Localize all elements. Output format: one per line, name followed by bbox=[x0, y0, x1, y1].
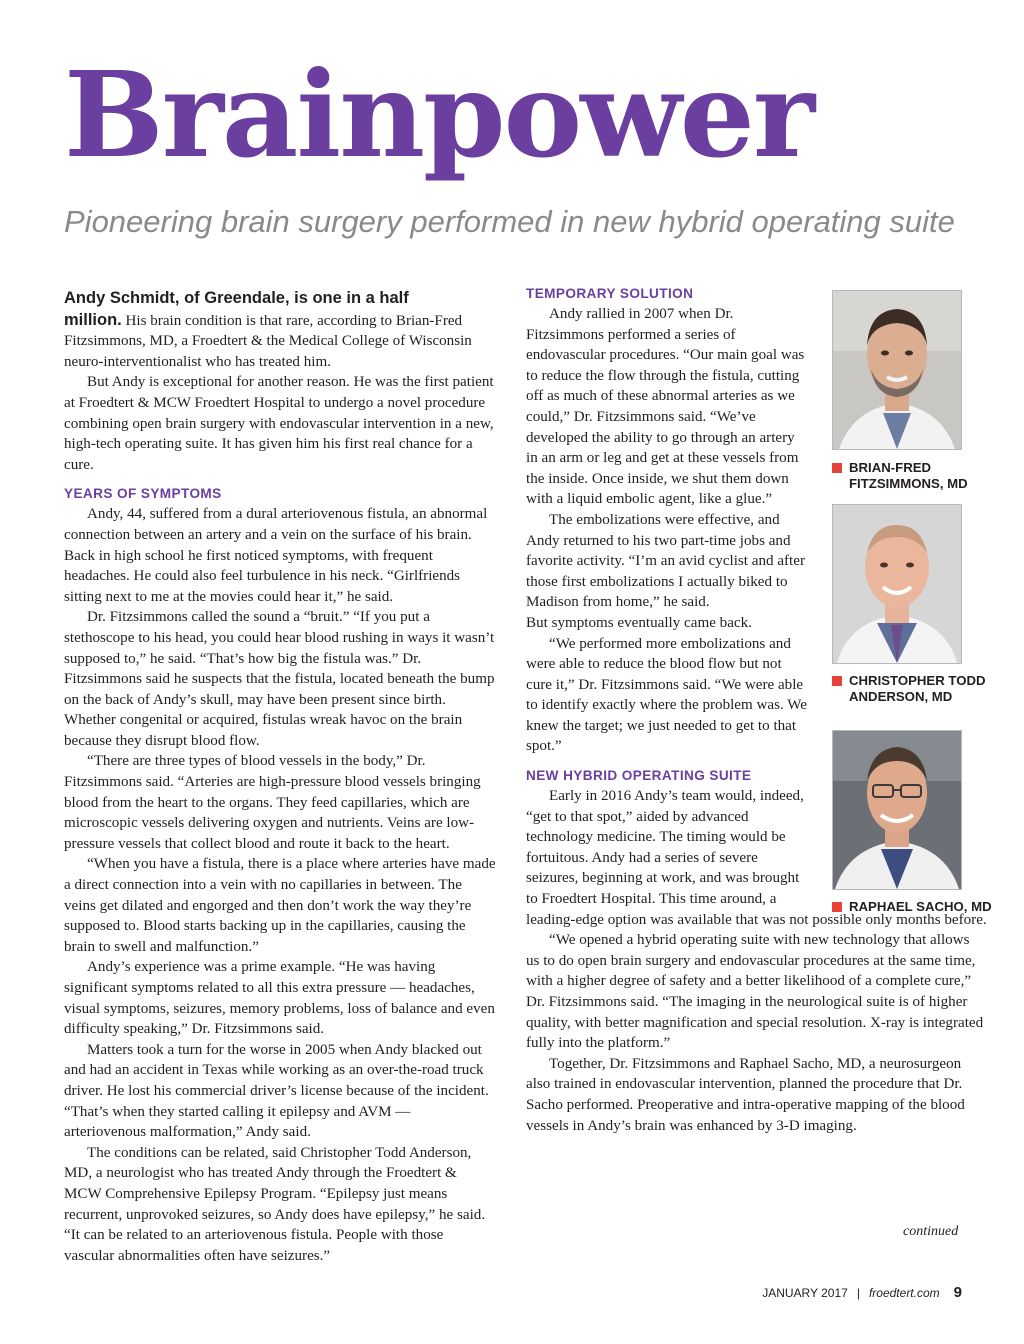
body-paragraph: Andy, 44, suffered from a dural arteriovenous fistula, an abnormal connection between an artery and a vein on the surface of his brain. Back in high school he first noticed symptoms, with frequent headaches. He could also feel turbulence in his neck. “Girlfriends sitting next to me at the movies could hear it,” he said. bbox=[64, 506, 488, 605]
lead-paragraph bbox=[64, 287, 496, 372]
subhead-years-of-symptoms: YEARS OF SYMPTOMS bbox=[64, 486, 222, 502]
body-paragraph: Early in 2016 Andy’s team would, indeed, “get to that spot,” aided by advanced technology medicine. The timing would be fortuitous. Andy had a series of severe seizures, beginning at work, and was brought to Froedtert Hospital. This time around, a bbox=[526, 788, 804, 908]
caption-text: CHRISTOPHER TODD ANDERSON, MD bbox=[849, 673, 986, 704]
photo-brian-fred-fitzsimmons bbox=[832, 290, 962, 450]
page-footer bbox=[762, 1284, 962, 1301]
portrait-fitzsimmons-image bbox=[833, 291, 961, 449]
lead-bold-line: Andy Schmidt, of Greendale, is one in a half bbox=[64, 289, 409, 307]
continued-label: continued bbox=[903, 1224, 959, 1239]
portrait-anderson-image bbox=[833, 505, 961, 663]
body-paragraph-continuation: leading-edge option was available that was not possible only months before. bbox=[526, 911, 987, 928]
body-paragraph: Together, Dr. Fitzsimmons and Raphael Sacho, MD, a neurosurgeon also trained in endovascular intervention, planned the procedure that Dr. Sacho performed. Preoperative and intra-operative mapping of the blood vessels in Andy’s brain was enhanced by 3-D imaging. bbox=[526, 1055, 965, 1134]
caption-text: RAPHAEL SACHO, MD bbox=[849, 899, 992, 914]
left-column bbox=[64, 287, 496, 1266]
caption-fitzsimmons bbox=[832, 460, 1004, 492]
footer-website: froedtert.com bbox=[868, 1286, 940, 1300]
subhead-new-hybrid-operating-suite: NEW HYBRID OPERATING SUITE bbox=[526, 768, 752, 784]
caption-text: BRIAN-FRED FITZSIMMONS, MD bbox=[849, 460, 968, 491]
photo-raphael-sacho bbox=[832, 730, 962, 890]
body-paragraph: Dr. Fitzsimmons called the sound a “bruit.” “If you put a stethoscope to his head, you could hear blood rushing in ways it wasn’t supposed to,” he said. “That’s how big the fistula was.” Dr. Fitzsimmons said he suspects that the fistula, located beneath the bump on the back of Andy’s skull, may have been present since birth. Whether congenital or acquired, fistulas wreak havoc on the brain because they disrupt blood flow. bbox=[64, 609, 495, 749]
body-paragraph: But symptoms eventually came back. bbox=[526, 614, 752, 631]
lead-rest: His brain condition is that rare, according to Brian-Fred Fitzsimmons, MD, a Froedtert & the Medical College of Wisconsin neuro-interventionalist who has treated him. bbox=[64, 312, 472, 370]
caption-bullet-square bbox=[832, 902, 842, 912]
body-paragraph: Matters took a turn for the worse in 2005 when Andy blacked out and had an accident in Texas while working as an over-the-road truck driver. He lost his commercial driver’s license because of the incident. “That’s when they started calling it epilepsy and AVM — arteriovenous malformation,” Andy said. bbox=[64, 1041, 489, 1141]
body-paragraph: Andy rallied in 2007 when Dr. Fitzsimmons performed a series of endovascular procedures. “Our main goal was to reduce the flow through the fistula, cutting off as much of these abnormal arteries as we could,” Dr. Fitzsimmons said. “We’ve developed the ability to go through an artery in an arm or leg and get at these vessels from the inside. Once inside, we shut them down with a liquid embolic agent, like a glue.” bbox=[526, 306, 805, 508]
body-paragraph: The conditions can be related, said Christopher Todd Anderson, MD, a neurologist who has treated Andy through the Froedtert & MCW Comprehensive Epilepsy Program. “Epilepsy just means recurrent, unprovoked seizures, so Andy does have epilepsy,” he said. “It can be related to an arteriovenous fistula. People with those vascular abnormalities often have seizures.” bbox=[64, 1144, 486, 1264]
narrow-text-block bbox=[526, 284, 808, 910]
body-paragraph: “We performed more embolizations and were able to reduce the blood flow but not cure it,” Dr. Fitzsimmons said. “We were able to identify exactly where the problem was. We knew the target; we just needed to get to that spot.” bbox=[526, 635, 808, 755]
lead-bold-word: million. bbox=[64, 310, 122, 329]
caption-bullet-square bbox=[832, 463, 842, 473]
portrait-sacho-image bbox=[833, 731, 961, 889]
photo-christopher-todd-anderson bbox=[832, 504, 962, 664]
footer-issue-date: JANUARY 2017 bbox=[762, 1286, 848, 1300]
body-paragraph: Andy’s experience was a prime example. “He was having significant symptoms related to all this extra pressure — headaches, visual symptoms, seizures, memory problems, loss of balance and even difficulty speaking,” Dr. Fitzsimmons said. bbox=[64, 959, 495, 1038]
caption-sacho bbox=[832, 899, 1004, 915]
caption-anderson bbox=[832, 673, 1004, 705]
body-paragraph: The embolizations were effective, and Andy returned to his two part-time jobs and favorite activity. “I’m an avid cyclist and after those first embolizations I actually biked to Madison from home,” he said. bbox=[526, 511, 805, 611]
footer-separator: | bbox=[856, 1286, 860, 1300]
body-paragraph: “We opened a hybrid operating suite with new technology that allows us to do open brain surgery and endovascular procedures at the same time, with a higher degree of safety and a better likelihood of a complete cure,” Dr. Fitzsimmons said. “The imaging in the neurological suite is of higher quality, with better magnification and special resolution. X-ray is integrated fully into the platform.” bbox=[526, 932, 984, 1052]
body-paragraph: “There are three types of blood vessels in the body,” Dr. Fitzsimmons said. “Arteries are high-pressure blood vessels bringing blood from the heart to the organs. They feed capillaries, which are microscopic vessels delivering oxygen and nutrients. Veins are low-pressure vessels that collect blood and route it back to the heart. bbox=[64, 753, 481, 852]
subhead-temporary-solution: TEMPORARY SOLUTION bbox=[526, 286, 694, 301]
deck-subtitle: Pioneering brain surgery performed in new hybrid operating suite bbox=[64, 204, 955, 239]
caption-bullet-square bbox=[832, 676, 842, 686]
body-paragraph: But Andy is exceptional for another reason. He was the first patient at Froedtert & MCW Froedtert Hospital to undergo a novel procedure combining open brain surgery with endovascular intervention in a new, high-tech operating suite. It has given him his first real chance for a cure. bbox=[64, 374, 494, 473]
body-paragraph: “When you have a fistula, there is a place where arteries have made a direct connection into a vein with no capillaries in between. The veins get dilated and engorged and then don’t work the way they’re supposed to. Blood starts backing up in the capillaries, causing the brain to swell and malfunction.” bbox=[64, 856, 496, 955]
page-number: 9 bbox=[953, 1284, 962, 1301]
headline: Brainpower bbox=[64, 45, 814, 184]
